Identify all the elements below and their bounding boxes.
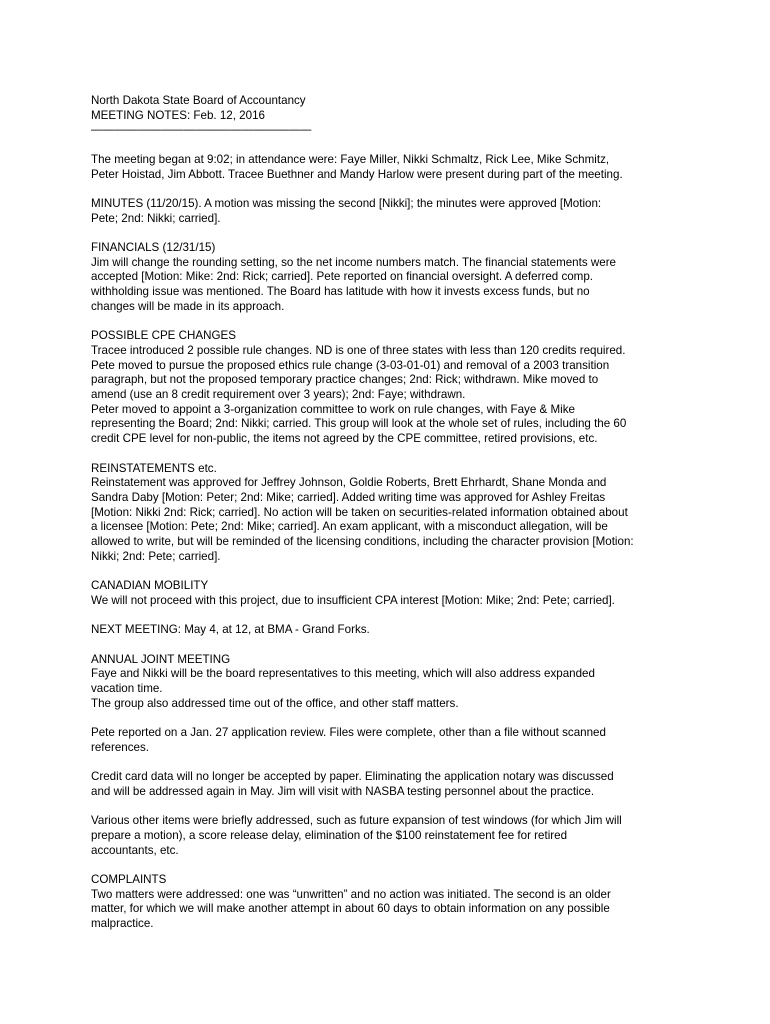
section-heading: FINANCIALS (12/31/15): [91, 240, 216, 254]
text-line: Peter Hoistad, Jim Abbott. Tracee Buethner and Mandy Harlow were present during part of the meeting.: [91, 167, 623, 181]
text-line: Peter moved to appoint a 3-organization committee to work on rule changes, with Faye & Mike: [91, 402, 575, 416]
various-items-paragraph: [91, 814, 691, 858]
text-line: [Motion: Nikki 2nd: Rick; carried]. No action will be taken on securities-related information obtained about: [91, 505, 628, 519]
section-heading: POSSIBLE CPE CHANGES: [91, 329, 236, 343]
next-meeting: NEXT MEETING: May 4, at 12, at BMA - Grand Forks.: [91, 623, 370, 637]
section-heading: CANADIAN MOBILITY: [91, 579, 209, 593]
text-line: Nikki; 2nd: Pete; carried].: [91, 549, 221, 563]
section-heading: ANNUAL JOINT MEETING: [91, 652, 231, 666]
text-line: a licensee [Motion: Pete; 2nd: Mike; carried]. An exam applicant, with a misconduct allegation, will be: [91, 520, 608, 534]
text-line: paragraph, but not the proposed temporary practice changes; 2nd: Rick; withdrawn. Mike moved to: [91, 373, 599, 387]
text-line: amend (use an 8 credit requirement over 3 years); 2nd: Faye; withdrawn.: [91, 388, 466, 401]
text-line: The group also addressed time out of the office, and other staff matters.: [91, 696, 459, 710]
application-review-paragraph: [91, 726, 691, 755]
meeting-notes: [91, 94, 691, 932]
text-line: malpractice.: [91, 917, 154, 931]
text-line: We will not proceed with this project, due to insufficient CPA interest [Motion: Mike; 2nd: Pete; carried].: [91, 593, 615, 607]
cpe-section: [91, 329, 691, 447]
text-line: Credit card data will no longer be accepted by paper. Eliminating the application notary was discussed: [91, 770, 614, 784]
text-line: withholding issue was mentioned. The Board has latitude with how it invests excess funds, but no: [91, 285, 590, 299]
text-line: allowed to write, but will be reminded of the licensing conditions, including the character provision [Motion:: [91, 535, 634, 549]
canadian-mobility-section: [91, 579, 691, 608]
text-line: Pete; 2nd: Nikki; carried].: [91, 211, 221, 225]
text-line: accepted [Motion: Mike: 2nd: Rick; carried]. Pete reported on financial oversight. A deferred comp.: [91, 270, 594, 284]
document-title: MEETING NOTES: Feb. 12, 2016: [91, 108, 265, 122]
text-line: and will be addressed again in May. Jim will visit with NASBA testing personnel about the practice.: [91, 784, 595, 798]
text-line: Two matters were addressed: one was “unwritten” and no action was initiated. The second is an older: [91, 887, 611, 901]
text-line: Faye and Nikki will be the board representatives to this meeting, which will also address expanded: [91, 667, 595, 681]
text-line: Jim will change the rounding setting, so the net income numbers match. The financial statements were: [91, 255, 616, 269]
text-line: Sandra Daby [Motion: Peter; 2nd: Mike; carried]. Added writing time was approved for Ashley Freitas: [91, 490, 606, 504]
org-name: North Dakota State Board of Accountancy: [91, 94, 306, 107]
credit-card-paragraph: [91, 770, 691, 799]
text-line: accountants, etc.: [91, 843, 179, 857]
annual-joint-meeting-section: [91, 653, 691, 712]
reinstatements-section: [91, 462, 691, 565]
text-line: Various other items were briefly addressed, such as future expansion of test windows (for which Jim will: [91, 814, 622, 828]
intro-paragraph: [91, 153, 691, 182]
text-line: vacation time.: [91, 682, 163, 695]
section-heading: REINSTATEMENTS etc.: [91, 461, 217, 475]
financials-section: [91, 241, 691, 315]
minutes-section: [91, 197, 691, 226]
text-line: matter, for which we will make another attempt in about 60 days to obtain information on any possible: [91, 902, 610, 916]
text-line: Tracee introduced 2 possible rule changes. ND is one of three states with less than 120 credits required.: [91, 343, 626, 357]
text-line: Pete moved to pursue the proposed ethics rule change (3-03-01-01) and removal of a 2003 transition: [91, 358, 610, 372]
text-line: Reinstatement was approved for Jeffrey Johnson, Goldie Roberts, Brett Ehrhardt, Shane Monda and: [91, 476, 607, 490]
section-heading: COMPLAINTS: [91, 873, 167, 887]
complaints-section: [91, 873, 691, 932]
text-line: Pete reported on a Jan. 27 application review. Files were complete, other than a file without scanned: [91, 726, 606, 740]
text-line: prepare a motion), a score release delay, elimination of the $100 reinstatement fee for retired: [91, 828, 568, 842]
title-rule: ———————————————————: [91, 123, 312, 137]
text-line: references.: [91, 740, 149, 754]
text-line: credit CPE level for non-public, the items not agreed by the CPE committee, retired provisions, etc.: [91, 432, 598, 446]
text-line: representing the Board; 2nd: Nikki; carried. This group will look at the whole set of rules, including the 60: [91, 417, 627, 431]
text-line: MINUTES (11/20/15). A motion was missing the second [Nikki]; the minutes were approved [Motion:: [91, 196, 602, 210]
text-line: changes will be made in its approach.: [91, 299, 285, 313]
text-line: The meeting began at 9:02; in attendance were: Faye Miller, Nikki Schmaltz, Rick Lee, Mike Schmitz,: [91, 152, 610, 166]
